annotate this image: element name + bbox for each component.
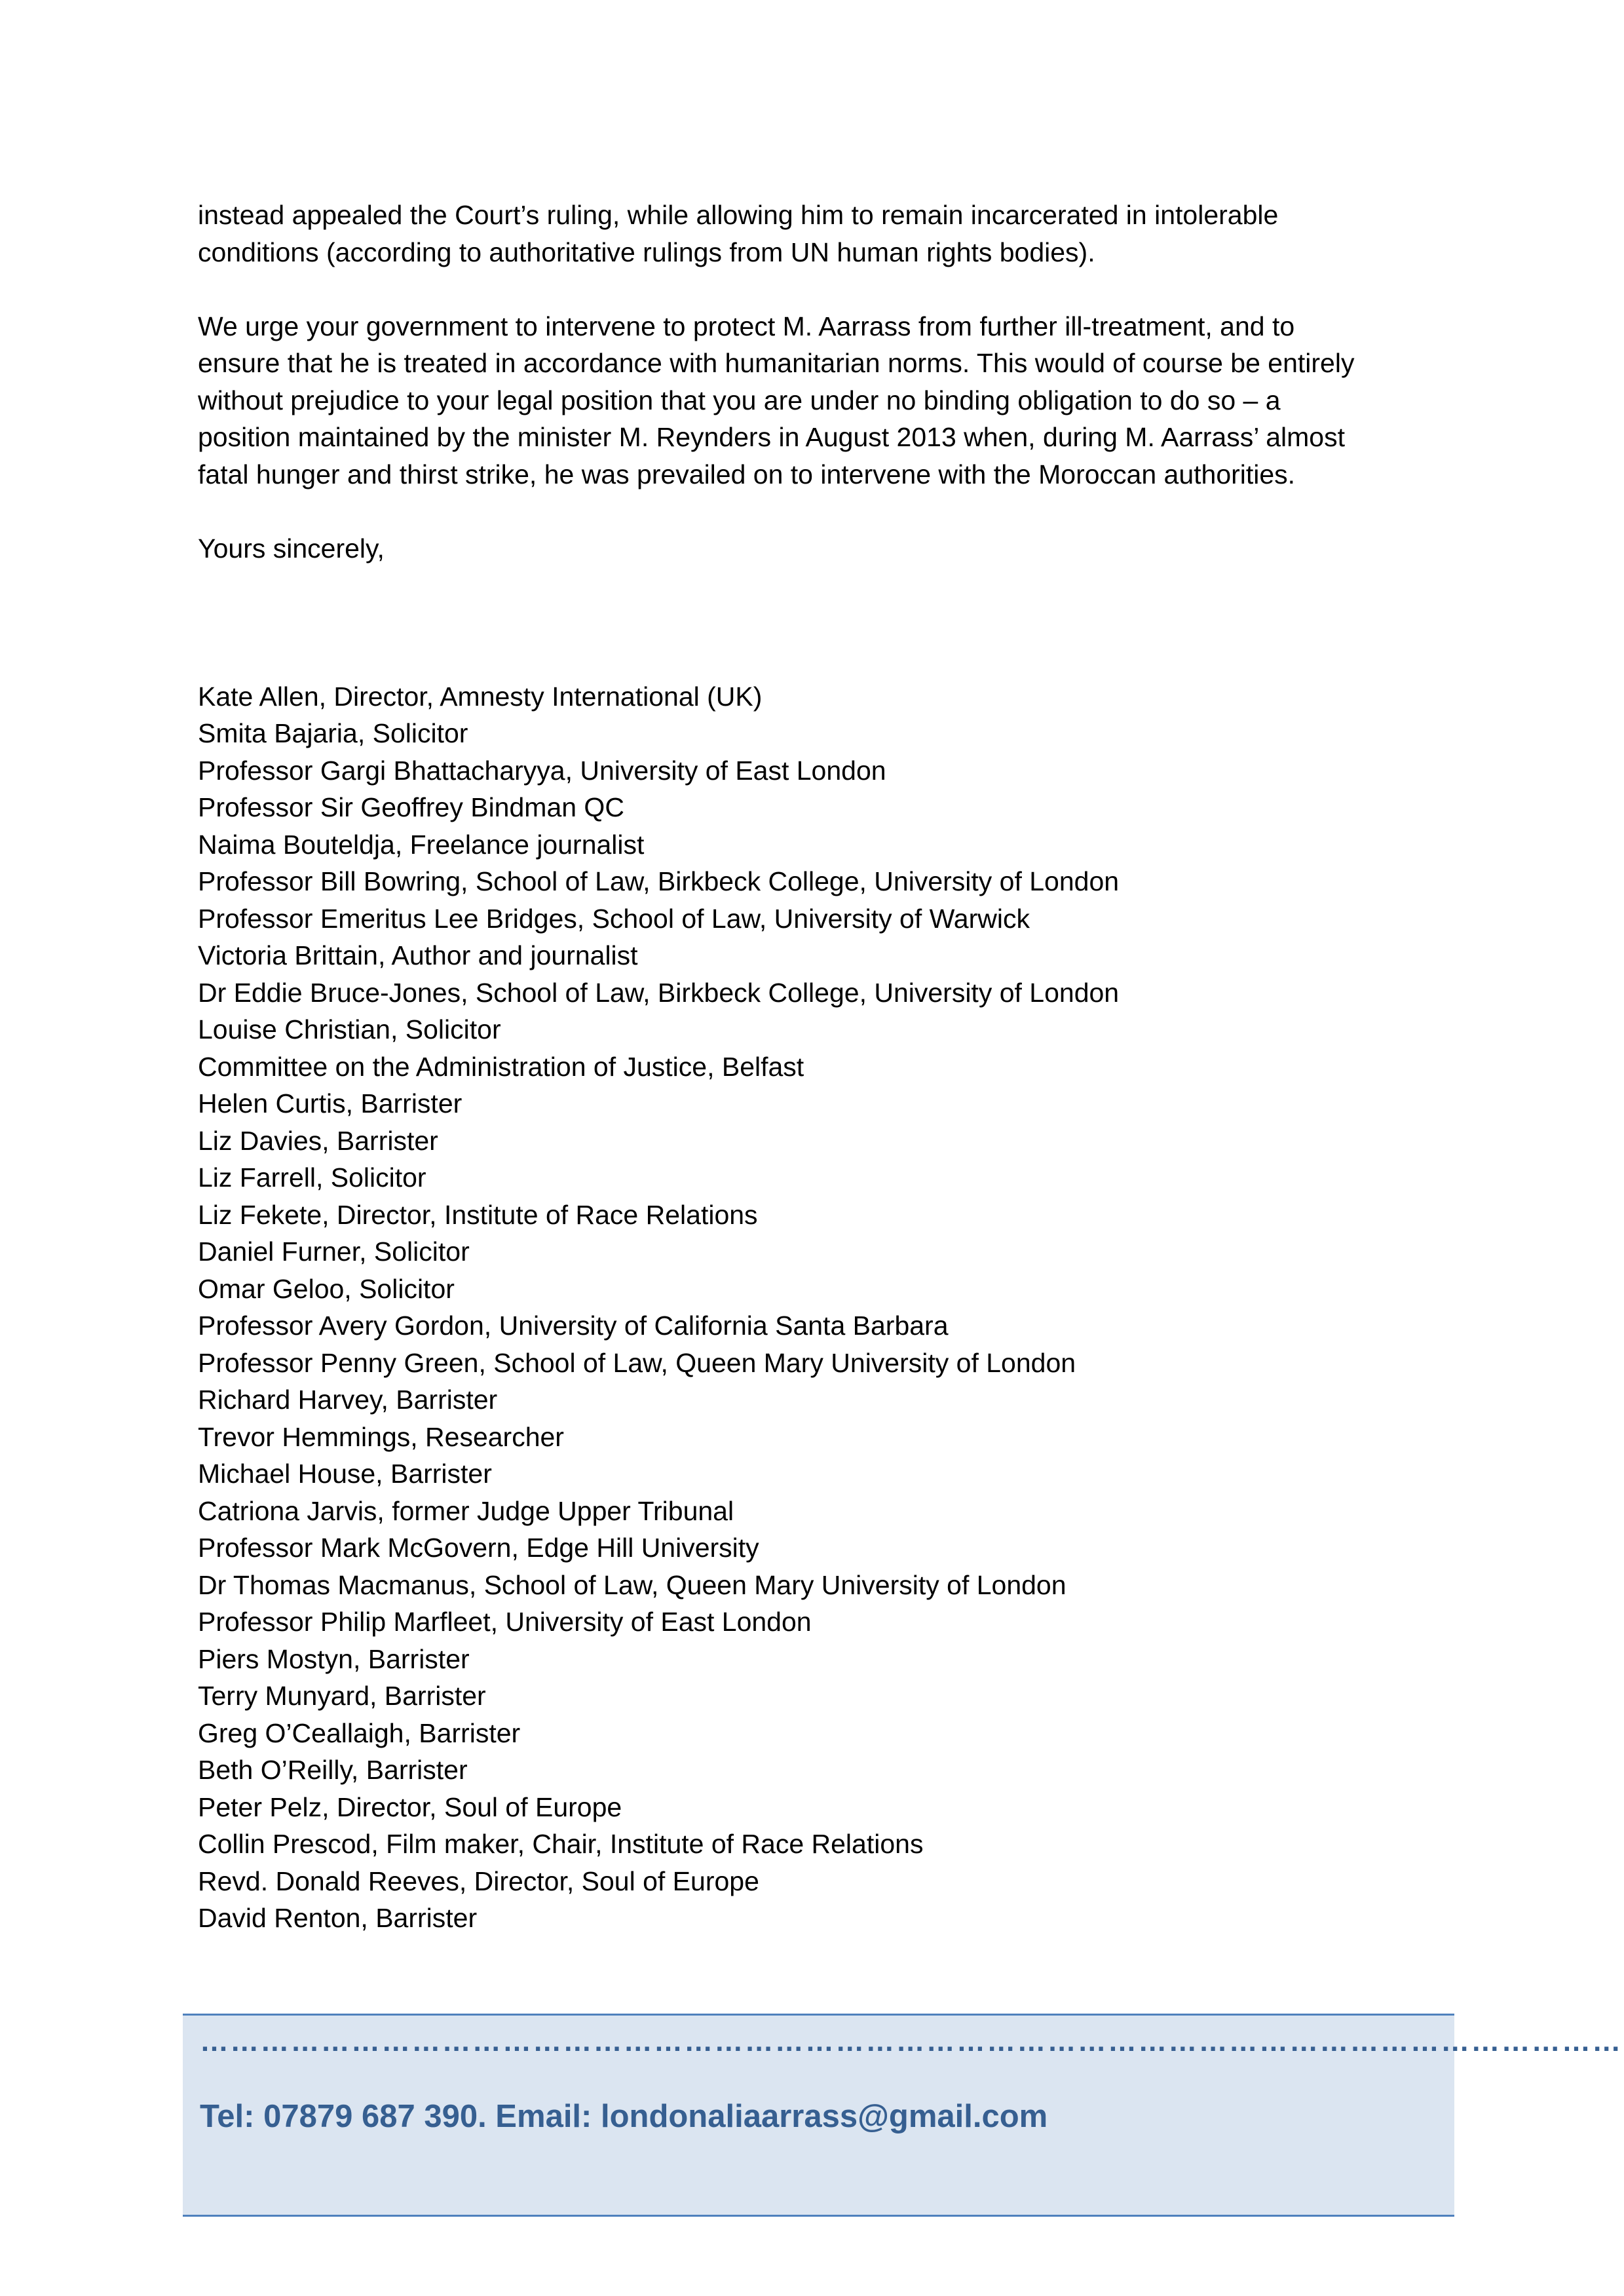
signatory-item: Piers Mostyn, Barrister [198, 1643, 470, 1674]
signatory-item: Professor Bill Bowring, School of Law, Birkbeck College, University of London [198, 866, 1120, 896]
paragraph-1-line-2: conditions (according to authoritative rulings from UN human rights bodies). [198, 237, 1095, 267]
signatory-item: Professor Avery Gordon, University of California Santa Barbara [198, 1311, 949, 1341]
signatory-item: Dr Thomas Macmanus, School of Law, Queen Mary University of London [198, 1569, 1067, 1600]
signatory-list [198, 678, 1443, 1937]
signatory-item: Terry Munyard, Barrister [198, 1681, 486, 1711]
signatory-item: Professor Gargi Bhattacharyya, University of East London [198, 755, 886, 786]
signatory-item: Omar Geloo, Solicitor [198, 1273, 455, 1304]
signatory-item: Peter Pelz, Director, Soul of Europe [198, 1791, 622, 1822]
signatory-item: Liz Davies, Barrister [198, 1125, 438, 1156]
paragraph-2-line-5: fatal hunger and thirst strike, he was prevailed on to intervene with the Moroccan authorities. [198, 459, 1296, 489]
signatory-item: Greg O’Ceallaigh, Barrister [198, 1717, 521, 1748]
signatory-item: David Renton, Barrister [198, 1903, 478, 1933]
signatory-item: Beth O’Reilly, Barrister [198, 1755, 468, 1785]
paragraph-2-line-1: We urge your government to intervene to protect M. Aarrass from further ill-treatment, and to [198, 311, 1295, 341]
signatory-item: Liz Fekete, Director, Institute of Race Relations [198, 1199, 758, 1230]
signatory-item: Smita Bajaria, Solicitor [198, 718, 468, 748]
signatory-item: Dr Eddie Bruce-Jones, School of Law, Birkbeck College, University of London [198, 977, 1120, 1008]
paragraph-2-line-2: ensure that he is treated in accordance with humanitarian norms. This would of course be entirely [198, 348, 1355, 378]
signatory-item: Kate Allen, Director, Amnesty International (UK) [198, 681, 763, 712]
footer-contact-line: Tel: 07879 687 390. Email: londonaliaarrass@gmail.com [200, 2099, 1048, 2134]
signatory-item: Professor Penny Green, School of Law, Queen Mary University of London [198, 1347, 1076, 1378]
letter-closing: Yours sincerely, [198, 533, 385, 564]
letter-paragraph-1 [198, 197, 1443, 271]
signatory-item: Helen Curtis, Barrister [198, 1088, 463, 1119]
signatory-item: Victoria Brittain, Author and journalist [198, 940, 638, 970]
signatory-item: Trevor Hemmings, Researcher [198, 1421, 564, 1452]
signatory-item: Louise Christian, Solicitor [198, 1014, 501, 1044]
signatory-item: Professor Sir Geoffrey Bindman QC [198, 792, 624, 822]
signatory-item: Professor Mark McGovern, Edge Hill University [198, 1533, 759, 1563]
signatory-item: Michael House, Barrister [198, 1459, 492, 1489]
signatory-item: Revd. Donald Reeves, Director, Soul of Europe [198, 1866, 759, 1896]
footer-dotted-separator: …………………………………………………………………………………………………………………………… [200, 2025, 1623, 2057]
paragraph-2-line-4: position maintained by the minister M. Reynders in August 2013 when, during M. Aarrass’ almost [198, 422, 1345, 452]
signatory-item: Richard Harvey, Barrister [198, 1385, 498, 1415]
letter-paragraph-2 [198, 308, 1443, 493]
signatory-item: Professor Emeritus Lee Bridges, School of Law, University of Warwick [198, 903, 1030, 934]
signatory-item: Collin Prescod, Film maker, Chair, Institute of Race Relations [198, 1829, 924, 1859]
signatory-item: Professor Philip Marfleet, University of East London [198, 1607, 812, 1637]
letter-body [198, 197, 1443, 1937]
paragraph-1-line-1: instead appealed the Court’s ruling, while allowing him to remain incarcerated in intolerable [198, 200, 1279, 230]
signatory-item: Naima Bouteldja, Freelance journalist [198, 829, 645, 860]
signatory-item: Committee on the Administration of Justice, Belfast [198, 1051, 804, 1082]
signatory-item: Liz Farrell, Solicitor [198, 1162, 426, 1193]
signatory-item: Catriona Jarvis, former Judge Upper Tribunal [198, 1495, 734, 1526]
footer-contact-box [183, 2014, 1623, 2217]
signatory-item: Daniel Furner, Solicitor [198, 1236, 470, 1267]
paragraph-2-line-3: without prejudice to your legal position that you are under no binding obligation to do so – a [198, 385, 1281, 415]
